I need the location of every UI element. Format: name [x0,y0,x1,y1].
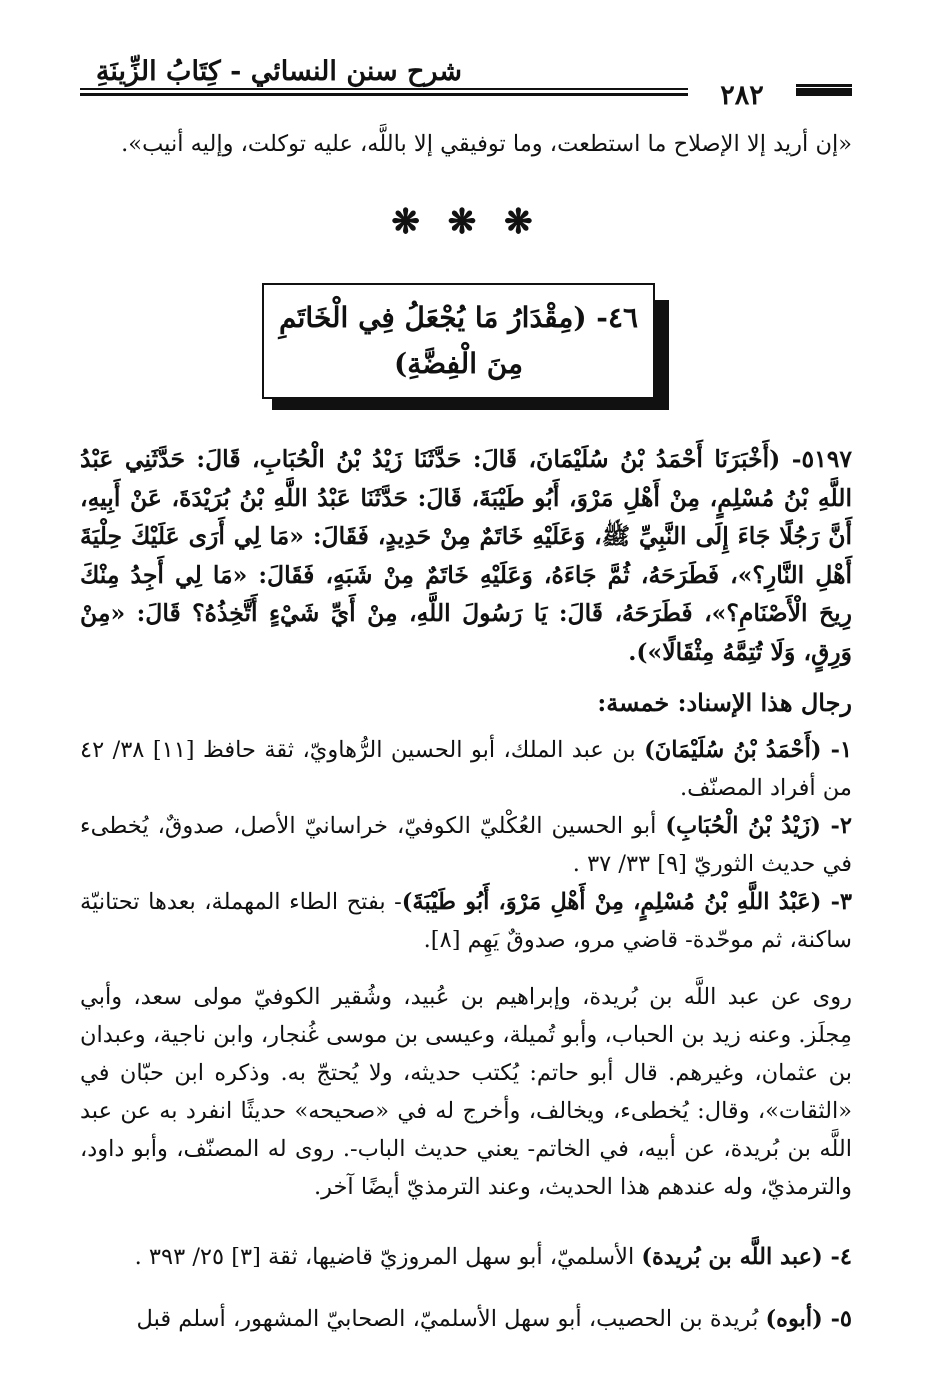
narrator-name: ٤- (عبد اللَّه بن بُريدة) [641,1243,852,1270]
narrators-list-continued [80,1214,852,1362]
section-separator-stars: ❋ ❋ ❋ [391,202,541,242]
narrator-name: ٢- (زَيْدُ بْنُ الْحُبَابِ) [665,813,852,839]
narrator-item [80,1299,852,1339]
narrator-item [80,883,852,959]
running-title: شرح سنن النسائي - كِتَابُ الزِّينَةِ [95,56,462,87]
chapter-heading-line-2: مِنَ الْفِضَّةِ) [393,347,524,380]
narrator-description: بن عبد الملك، أبو الحسين الرُّهاويّ، ثقة حافظ [١١] ٣٨/ ٤٢ من أفراد المصنّف. [80,737,852,801]
chapter-heading-box [262,283,655,399]
chapter-heading-line-1: ٤٦- (مِقْدَارُ مَا يُجْعَلُ فِي الْخَاتَمِ [278,301,639,334]
narrator-description: أبو الحسين العُكْليّ الكوفيّ، خراسانيّ الأصل، صدوقٌ، يُخطىء في حديث الثوريّ [٩] ٣٣/ ٣٧ . [80,813,852,877]
narrator-item [80,1237,852,1277]
narrators-list [80,731,852,959]
narrator-description: - بفتح الطاء المهملة، بعدها تحتانيّة ساكنة، ثم موحّدة- قاضي مرو، صدوقٌ يَهِم [٨]. [80,889,852,953]
intro-paragraph: «إن أريد إلا الإصلاح ما استطعت، وما توفيقي إلا باللَّه، عليه توكلت، وإليه أنيب». [121,131,852,157]
page-number-bars [796,84,852,98]
narrator-name: ٣- (عَبْدُ اللَّهِ بْنُ مُسْلِمٍ، مِنْ أَهْلِ مَرْوَ، أَبُو طَيْبَةَ) [401,889,853,915]
narrator-name: ١- (أَحْمَدُ بْنُ سُلَيْمَانَ) [644,737,853,763]
narrator-biography: روى عن عبد اللَّه بن بُريدة، وإبراهيم بن عُبيد، وشُقير الكوفيّ مولى سعد، وأبي مِجلَز. وعنه زيد بن الحباب، وأبو تُميلة، وعيسى بن موسى غُنجار، وابن ناجية، وعبدان بن عثمان، وغيرهم. قال أبو حاتم: يُكتب حديثه، ولا يُحتجّ به. وذكره ابن حبّان في «الثقات»، وقال: يُخطىء، ويخالف، وأخرج له في «صحيحه» حديثًا انفرد به عن عبد اللَّه بن بُريدة، عن أبيه، في الخاتم- يعني حديث الباب-. روى له المصنّف، وأبو داود، والترمذيّ، وله عندهم هذا الحديث، وعند الترمذيّ أيضًا آخر. [80,984,852,1200]
narrator-name: ٥- (أبوه) [765,1306,852,1332]
narrators-heading: رجال هذا الإسناد: خمسة: [597,688,852,717]
page-number: ٢٨٢ [688,76,796,116]
narrator-description: الأسلميّ، أبو سهل المروزيّ قاضيها، ثقة [٣] ٢٥/ ٣٩٣ . [134,1243,642,1270]
narrator-item [80,731,852,807]
narrator-item [80,807,852,883]
narrator-description: بُريدة بن الحصيب، أبو سهل الأسلميّ، الصحابيّ المشهور، أسلم قبل [136,1306,766,1332]
hadith-text: ٥١٩٧- (أَخْبَرَنَا أَحْمَدُ بْنُ سُلَيْمَانَ، قَالَ: حَدَّثَنَا زَيْدُ بْنُ الْحُبَابِ، قَالَ: حَدَّثَنِي عَبْدُ اللَّهِ بْنُ مُسْلِمٍ، مِنْ أَهْلِ مَرْوَ، أَبُو طَيْبَةَ، قَالَ: حَدَّثَنَا عَبْدُ اللَّهِ بْنُ بُرَيْدَةَ، عَنْ أَبِيهِ، أَنَّ رَجُلًا جَاءَ إِلَى النَّبِيِّ ﷺ، وَعَلَيْهِ خَاتَمٌ مِنْ حَدِيدٍ، فَقَالَ: «مَا لِي أَرَى عَلَيْكَ حِلْيَةَ أَهْلِ النَّارِ؟»، فَطَرَحَهُ، ثُمَّ جَاءَهُ، وَعَلَيْهِ خَاتَمٌ مِنْ شَبَهٍ، فَقَالَ: «مَا لِي أَجِدُ مِنْكَ رِيحَ الْأَصْنَامِ؟»، فَطَرَحَهُ، قَالَ: يَا رَسُولَ اللَّهِ، مِنْ أَيِّ شَيْءٍ أَتَّخِذُهُ؟ قَالَ: «مِنْ وَرِقٍ، وَلَا تُتِمَّهُ مِثْقَالًا»). [80,445,852,666]
